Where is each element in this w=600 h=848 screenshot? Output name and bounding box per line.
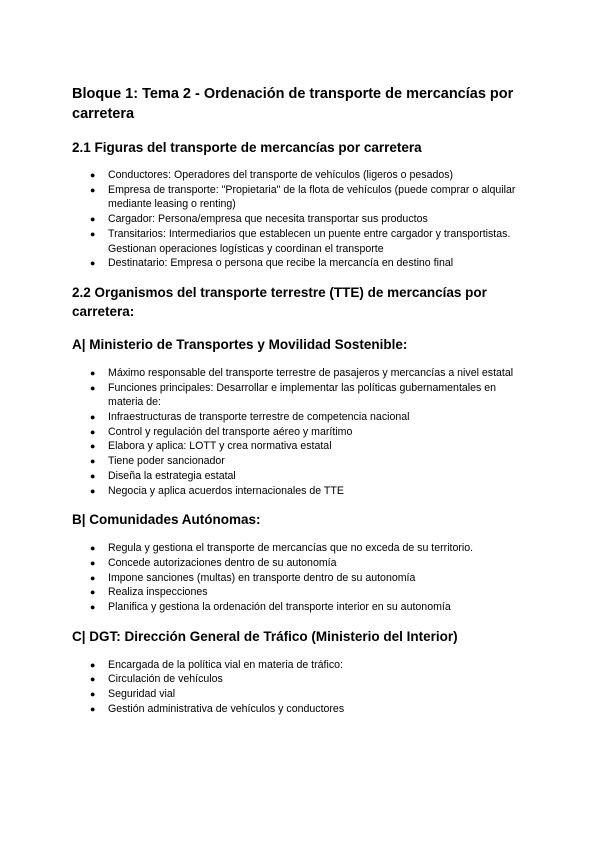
bullet-icon: ● [90,470,96,481]
figures-list [72,168,528,271]
bullet-icon: ● [90,456,96,467]
document-title: Bloque 1: Tema 2 - Ordenación de transporte de mercancías por carretera [72,86,514,122]
subsection-heading-a: A| Ministerio de Transportes y Movilidad Sostenible: [72,336,408,352]
list-item: ● Transitarios: Intermediarios que establecen un puente entre cargador y transportistas. Gestionan operaciones logísticas y coordinan el transporte [90,227,511,255]
list-item: ● Encargada de la política vial en materia de tráfico: [90,658,343,671]
list-item: ● Negocia y aplica acuerdos internacionales de TTE [90,484,344,497]
section-heading-2-2: 2.2 Organismos del transporte terrestre (TTE) de mercancías por carretera: [72,284,487,319]
list-item: ● Diseña la estrategia estatal [90,469,236,482]
list-item: ● Seguridad vial [90,688,176,701]
dgt-list [72,658,528,717]
comunidades-list [72,541,528,615]
bullet-icon: ● [90,170,96,180]
bullet-icon: ● [90,557,96,568]
bullet-icon: ● [90,602,96,613]
list-item: ● Gestión administrativa de vehículos y conductores [90,702,345,715]
bullet-icon: ● [90,258,96,269]
section-heading-2-1: 2.1 Figuras del transporte de mercancías por carretera [72,140,422,155]
list-item: ● Destinatario: Empresa o persona que recibe la mercancía en destino final [90,257,454,270]
list-item: ● Realiza inspecciones [90,586,208,599]
subsection-heading-c: C| DGT: Dirección General de Tráfico (Ministerio del Interior) [72,628,458,644]
ministerio-list [72,366,528,498]
bullet-icon: ● [90,572,96,583]
list-item: ● Tiene poder sancionador [90,455,225,468]
bullet-icon: ● [90,441,96,452]
bullet-icon: ● [90,659,96,670]
bullet-icon: ● [90,367,96,378]
list-item: ● Funciones principales: Desarrollar e implementar las políticas gubernamentales en materia de: [90,381,497,409]
bullet-icon: ● [90,426,96,437]
list-item: ● Planifica y gestiona la ordenación del transporte interior en su autonomía [90,601,451,614]
bullet-icon: ● [90,184,96,195]
subsection-heading-b: B| Comunidades Autónomas: [72,512,261,528]
list-item: ● Elabora y aplica: LOTT y crea normativa estatal [90,440,332,453]
bullet-icon: ● [90,214,96,225]
list-item: ● Circulación de vehículos [90,673,223,686]
list-item: ● Concede autorizaciones dentro de su autonomía [90,556,337,569]
bullet-icon: ● [90,587,96,598]
list-item: ● Regula y gestiona el transporte de mercancías que no exceda de su territorio. [90,542,474,555]
list-item: ● Infraestructuras de transporte terrestre de competencia nacional [90,411,410,424]
bullet-icon: ● [90,228,96,239]
bullet-icon: ● [90,543,96,554]
list-item: ● Cargador: Persona/empresa que necesita transportar sus productos [90,213,428,226]
list-item: ● Impone sanciones (multas) en transporte dentro de su autonomía [90,571,416,584]
list-item: ● Empresa de transporte: "Propietaria" de la flota de vehículos (puede comprar o alquilar mediante leasing o renting) [90,183,516,211]
list-item: ● Control y regulación del transporte aéreo y marítimo [90,425,353,438]
bullet-icon: ● [90,485,96,496]
bullet-icon: ● [90,382,96,393]
list-item: ● Conductores: Operadores del transporte de vehículos (ligeros o pesados) [90,169,454,181]
list-item: ● Máximo responsable del transporte terrestre de pasajeros y mercancías a nivel estatal [90,366,514,379]
bullet-icon: ● [90,689,96,700]
bullet-icon: ● [90,674,96,685]
bullet-icon: ● [90,412,96,423]
bullet-icon: ● [90,703,96,714]
